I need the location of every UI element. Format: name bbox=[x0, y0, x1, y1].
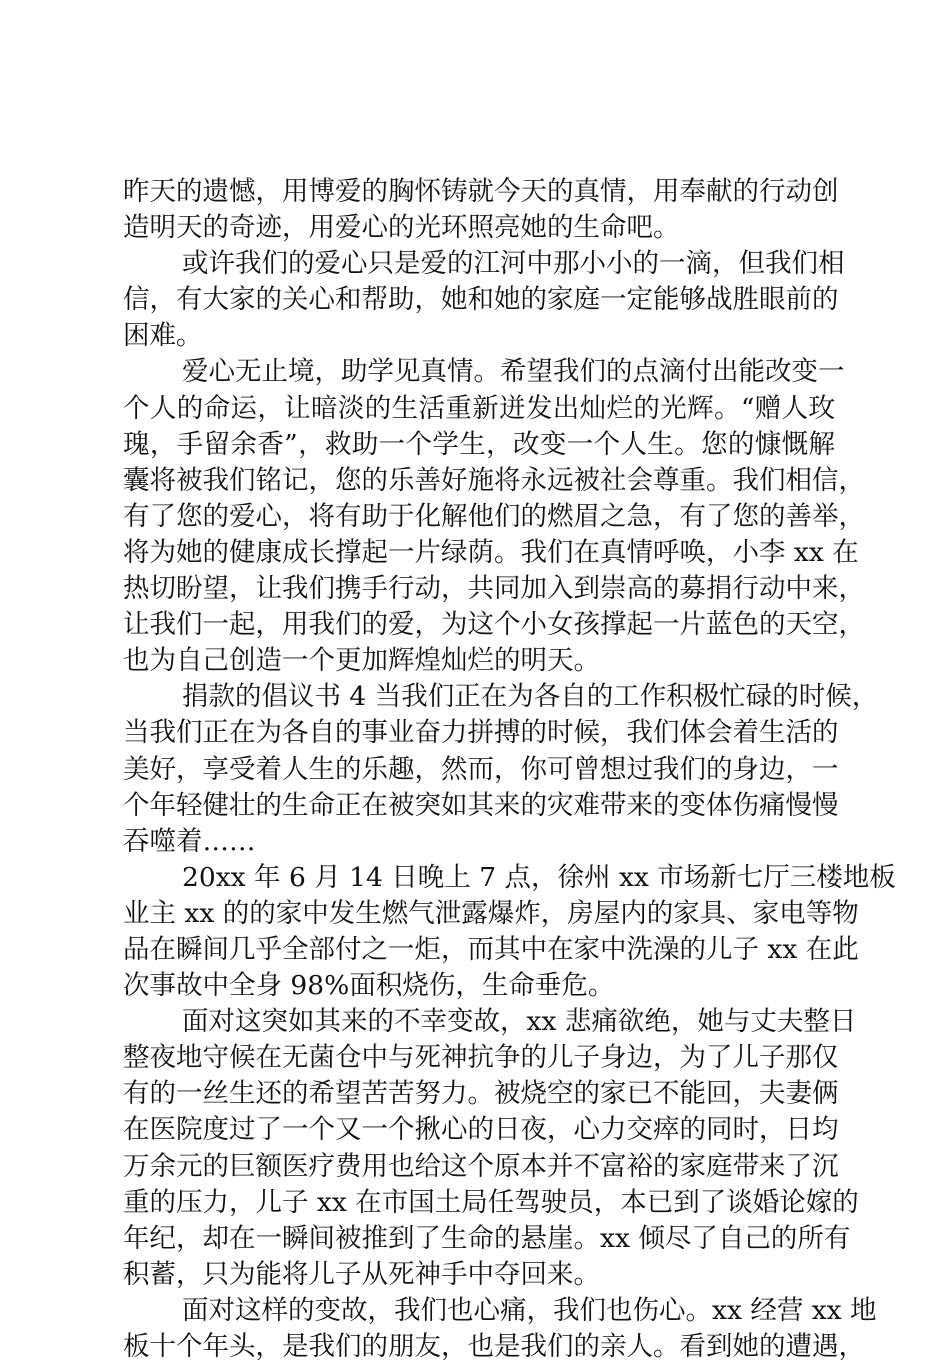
text-line: 爱心无止境，助学见真情。希望我们的点滴付出能改变一 bbox=[182, 356, 845, 388]
text-line: 造明天的奇迹，用爱心的光环照亮她的生命吧。 bbox=[123, 212, 680, 244]
text-line: 热切盼望，让我们携手行动，共同加入到崇高的募捐行动中来， bbox=[123, 573, 865, 605]
text-line: 面对这样的变故，我们也心痛，我们也伤心。xx 经营 xx 地 bbox=[182, 1294, 877, 1326]
text-line: 当我们正在为各自的事业奋力拼搏的时候，我们体会着生活的 bbox=[123, 717, 839, 749]
text-line: 板十个年头，是我们的朋友，也是我们的亲人。看到她的遭遇， bbox=[123, 1331, 865, 1362]
text-line: 面对这突如其来的不幸变故，xx 悲痛欲绝，她与丈夫整日 bbox=[182, 1006, 857, 1038]
paragraph bbox=[123, 679, 879, 859]
text-line: 积蓄，只为能将儿子从死神手中夺回来。 bbox=[123, 1258, 600, 1290]
text-line: 将为她的健康成长撑起一片绿荫。我们在真情呼唤，小李 xx 在 bbox=[123, 536, 859, 568]
text-line: 业主 xx 的的家中发生燃气泄露爆炸，房屋内的家具、家电等物 bbox=[123, 897, 859, 929]
text-line: 囊将被我们铭记，您的乐善好施将永远被社会尊重。我们相信， bbox=[123, 464, 865, 496]
text-line: 次事故中全身 98%面积烧伤，生命垂危。 bbox=[123, 970, 615, 1002]
text-line: 个人的命运，让暗淡的生活重新迸发出灿烂的光辉。“赠人玫 bbox=[123, 392, 835, 424]
text-line: 也为自己创造一个更加辉煌灿烂的明天。 bbox=[123, 645, 600, 677]
text-line: 困难。 bbox=[123, 320, 203, 352]
text-line: 瑰，手留余香”，救助一个学生，改变一个人生。您的慷慨解 bbox=[123, 428, 835, 460]
paragraph bbox=[123, 1004, 859, 1293]
document-body bbox=[123, 174, 896, 1365]
text-line: 品在瞬间几乎全部付之一炬，而其中在家中洗澡的儿子 xx 在此 bbox=[123, 933, 859, 965]
text-line: 让我们一起，用我们的爱，为这个小女孩撑起一片蓝色的天空， bbox=[123, 609, 865, 641]
text-line: 个年轻健壮的生命正在被突如其来的灾难带来的变体伤痛慢慢 bbox=[123, 789, 839, 821]
paragraph bbox=[123, 860, 896, 1004]
paragraph bbox=[123, 1293, 877, 1365]
paragraph bbox=[123, 354, 865, 679]
text-line: 整夜地守候在无菌仓中与死神抗争的儿子身边，为了儿子那仅 bbox=[123, 1042, 839, 1074]
text-line: 美好，享受着人生的乐趣，然而，你可曾想过我们的身边，一 bbox=[123, 753, 839, 785]
text-line: 20xx 年 6 月 14 日晚上 7 点，徐州 xx 市场新七厅三楼地板 bbox=[182, 861, 896, 893]
text-line: 信，有大家的关心和帮助，她和她的家庭一定能够战胜眼前的 bbox=[123, 284, 839, 316]
text-line: 吞噬着…… bbox=[123, 825, 256, 857]
paragraph bbox=[123, 246, 845, 354]
text-line: 或许我们的爱心只是爱的江河中那小小的一滴，但我们相 bbox=[182, 248, 845, 280]
text-line: 有的一丝生还的希望苦苦努力。被烧空的家已不能回，夫妻俩 bbox=[123, 1078, 839, 1110]
text-line: 有了您的爱心，将有助于化解他们的燃眉之急，有了您的善举， bbox=[123, 500, 865, 532]
paragraph bbox=[123, 174, 839, 246]
text-line: 重的压力，儿子 xx 在市国土局任驾驶员，本已到了谈婚论嫁的 bbox=[123, 1186, 859, 1218]
text-line: 万余元的巨额医疗费用也给这个原本并不富裕的家庭带来了沉 bbox=[123, 1150, 839, 1182]
text-line: 在医院度过了一个又一个揪心的日夜，心力交瘁的同时，日均 bbox=[123, 1114, 839, 1146]
text-line: 年纪，却在一瞬间被推到了生命的悬崖。xx 倾尽了自己的所有 bbox=[123, 1222, 851, 1254]
text-line: 昨天的遗憾，用博爱的胸怀铸就今天的真情，用奉献的行动创 bbox=[123, 176, 839, 207]
text-line: 捐款的倡议书 4 当我们正在为各自的工作积极忙碌的时候， bbox=[182, 681, 879, 713]
